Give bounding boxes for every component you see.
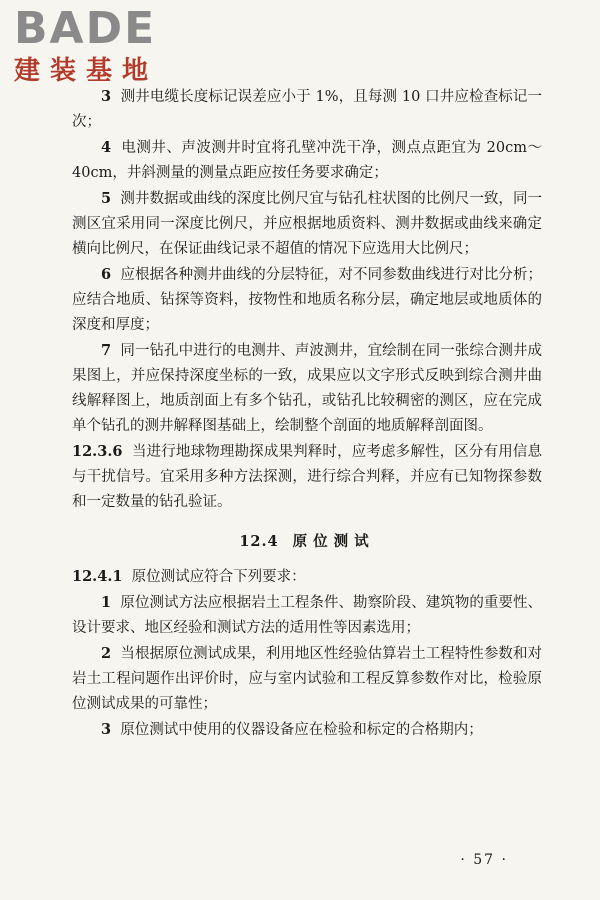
logo-subtitle: 建装基地 [14,56,159,86]
list-item: 5 测井数据或曲线的深度比例尺宜与钻孔柱状图的比例尺一致，同一测区宜采用同一深度比例尺，并应根据地质资料、测井数据或曲线来确定横向比例尺，在保证曲线记录不超值的情况下应选用大比例尺； [72,190,543,257]
list-item: 3 测井电缆长度标记误差应小于 1%，且每测 10 口井应检查标记一次； [72,88,543,130]
list-item: 3 原位测试中使用的仪器设备应在检验和标定的合格期内； [101,721,483,738]
clause: 12.4.1 原位测试应符合下列要求： [72,568,306,585]
list-item: 4 电测井、声波测井时宜将孔壁冲洗干净，测点点距宜为 20cm～40cm，井斜测量的测量点距应按任务要求确定； [72,139,543,181]
clause: 12.3.6 当进行地球物理勘探成果判释时，应考虑多解性，区分有用信息与干扰信号。宜采用多种方法探测，进行综合判释，并应有已知物探参数和一定数量的钻孔验证。 [72,443,543,510]
list-item: 7 同一钻孔中进行的电测井、声波测井，宜绘制在同一张综合测井成果图上，并应保持深度坐标的一致，成果应以文字形式反映到综合测井曲线解释图上，地质剖面上有多个钻孔，或钻孔比较稠密的测区，应在完成单个钻孔的测井解释图基础上，绘制整个剖面的地质解释剖面图。 [72,342,543,434]
logo [14,3,184,96]
logo-mark: BADE [14,3,157,54]
section-title: 12.4 原位测试 [239,533,375,550]
page-number: · 57 · [460,852,508,868]
list-item: 1 原位测试方法应根据岩土工程条件、勘察阶段、建筑物的重要性、设计要求、地区经验和测试方法的适用性等因素选用； [72,594,543,636]
page-body [72,84,542,743]
list-item: 6 应根据各种测井曲线的分层特征，对不同参数曲线进行对比分析；应结合地质、钻探等资料，按物性和地质名称分层，确定地层或地质体的深度和厚度； [72,266,543,333]
list-item: 2 当根据原位测试成果，利用地区性经验估算岩土工程特性参数和对岩土工程问题作出评价时，应与室内试验和工程反算参数作对比，检验原位测试成果的可靠性； [72,645,543,712]
